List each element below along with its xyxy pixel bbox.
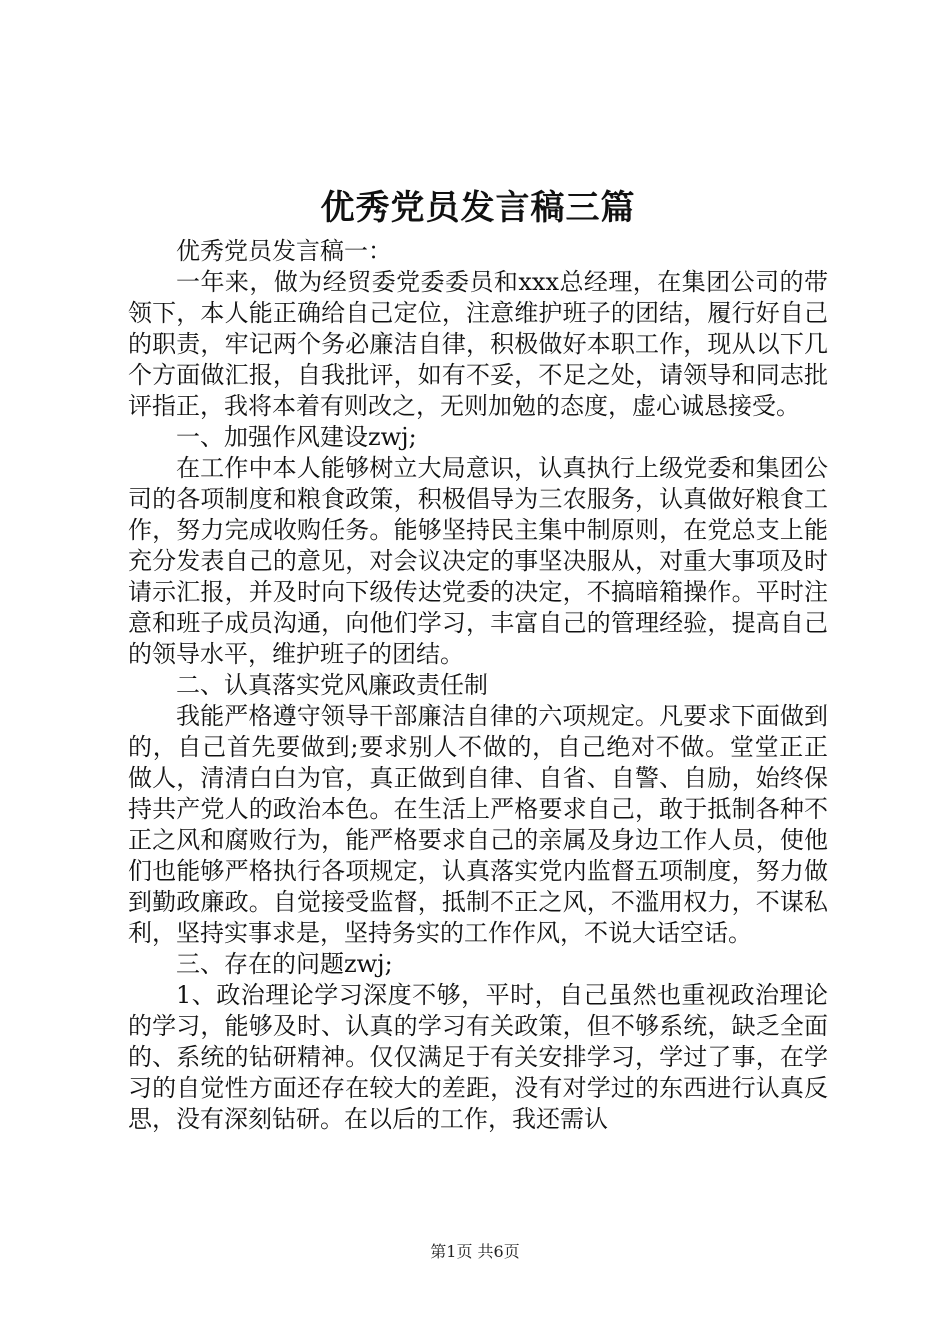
paragraph-intro: 一年来，做为经贸委党委委员和xxx总经理，在集团公司的带领下，本人能正确给自己定位，注意维护班子的团结，履行好自己的职责，牢记两个务必廉洁自律，积极做好本职工作，现从以下几个方面做汇报，自我批评，如有不妥，不足之处，请领导和同志批评指正，我将本着有则改之，无则加勉的态度，虚心诚恳接受。 (128, 268, 828, 420)
document-body (128, 236, 828, 1135)
section-heading-3: 三、存在的问题zwj; (176, 950, 393, 978)
paragraph-section-1: 在工作中本人能够树立大局意识，认真执行上级党委和集团公司的各项制度和粮食政策，积极倡导为三农服务，认真做好粮食工作，努力完成收购任务。能够坚持民主集中制原则，在党总支上能充分发表自己的意见，对会议决定的事坚决服从，对重大事项及时请示汇报，并及时向下级传达党委的决定，不搞暗箱操作。平时注意和班子成员沟通，向他们学习，丰富自己的管理经验，提高自己的领导水平，维护班子的团结。 (128, 454, 828, 668)
paragraph-subtitle: 优秀党员发言稿一： (176, 237, 392, 265)
document-title: 优秀党员发言稿三篇 (320, 188, 636, 228)
paragraph-section-2: 我能严格遵守领导干部廉洁自律的六项规定。凡要求下面做到的，自己首先要做到;要求别人不做的，自己绝对不做。堂堂正正做人，清清白白为官，真正做到自律、自省、自警、自励，始终保持共产党人的政治本色。在生活上严格要求自己，敢于抵制各种不正之风和腐败行为，能严格要求自己的亲属及身边工作人员，使他们也能够严格执行各项规定，认真落实党内监督五项制度，努力做到勤政廉政。自觉接受监督，抵制不正之风，不滥用权力，不谋私利，坚持实事求是，坚持务实的工作作风，不说大话空话。 (128, 702, 828, 947)
section-heading-2: 二、认真落实党风廉政责任制 (176, 671, 488, 699)
document-page (128, 0, 828, 1344)
page-number-footer: 第1页 共6页 (430, 1242, 520, 1261)
section-heading-1: 一、加强作风建设zwj; (176, 423, 417, 451)
paragraph-section-3: 1、政治理论学习深度不够，平时，自己虽然也重视政治理论的学习，能够及时、认真的学习有关政策，但不够系统，缺乏全面的、系统的钻研精神。仅仅满足于有关安排学习，学过了事，在学习的自觉性方面还存在较大的差距，没有对学过的东西进行认真反思，没有深刻钻研。在以后的工作，我还需认 (128, 981, 828, 1133)
